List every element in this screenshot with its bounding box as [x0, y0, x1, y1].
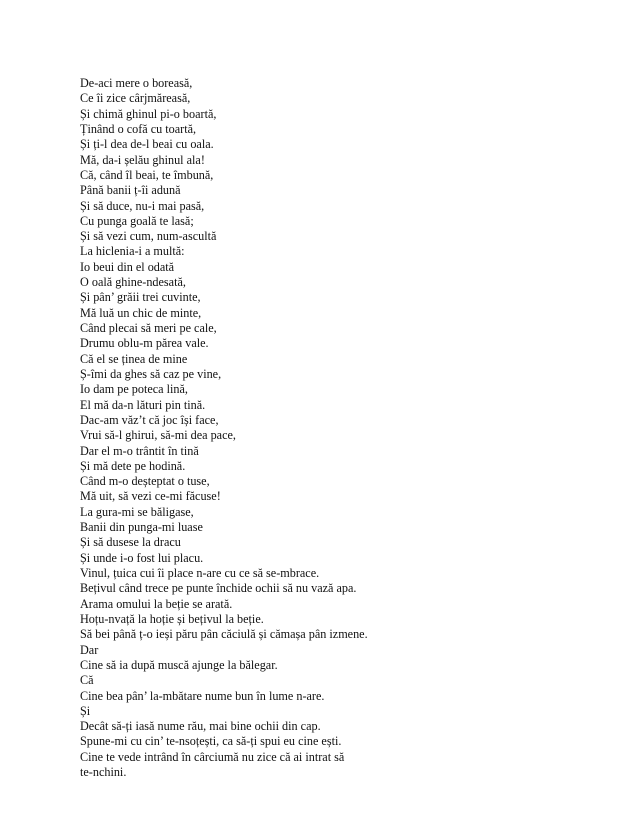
text-line: Mă uit, să vezi ce-mi făcuse!	[80, 489, 221, 504]
text-line: Cu punga goală te lasă;	[80, 213, 194, 228]
text-line: Decât să-ți iasă nume rău, mai bine ochii din cap.	[80, 719, 321, 734]
text-line: Și să dusese la dracu	[80, 535, 181, 550]
text-line: Mă luă un chic de minte,	[80, 305, 202, 320]
text-line: Ș-îmi da ghes să caz pe vine,	[80, 366, 222, 381]
text-line: El mă da-n lături pin tină.	[80, 397, 206, 412]
text-line: Ținând o cofă cu toartă,	[80, 121, 197, 136]
text-line: Că, când îl beai, te îmbună,	[80, 167, 214, 182]
text-line: Spune-mi cu cin’ te-nsoțești, ca să-ți spui eu cine ești.	[80, 734, 342, 749]
text-line: Și ți-l dea de-l beai cu oala.	[80, 137, 214, 152]
text-line: Când plecai să meri pe cale,	[80, 321, 217, 335]
text-line: Drumu oblu-m părea vale.	[80, 336, 209, 351]
text-line: La hiclenia-i a multă:	[80, 244, 185, 259]
text-line: Arama omului la beție se arată.	[80, 596, 233, 611]
text-line: Dac-am văz’t că joc își face,	[80, 412, 219, 427]
text-line: De-aci mere o boreasă,	[80, 76, 193, 90]
text-line: Io beui din el odată	[80, 259, 175, 274]
text-line: Vrui să-l ghirui, să-mi dea pace,	[80, 428, 236, 443]
text-line: Până banii ț-îi adună	[80, 183, 181, 198]
text-line: Și să vezi cum, num-ascultă	[80, 229, 217, 244]
text-line: Și mă dete pe hodină.	[80, 458, 186, 473]
text-line: Cine să ia după muscă ajunge la bălegar.	[80, 657, 278, 672]
text-line: Și unde i-o fost lui placu.	[80, 550, 204, 565]
text-line: Ce îi zice cârjmăreasă,	[80, 91, 191, 106]
text-line: te-nchini.	[80, 765, 127, 780]
text-line: Și pân’ grăii trei cuvinte,	[80, 290, 201, 305]
text-line: Cine te vede intrând în cârciumă nu zice că ai intrat să	[80, 749, 345, 764]
text-line: Și să duce, nu-i mai pasă,	[80, 198, 205, 213]
text-line: Să bei până ț-o ieși păru pân căciulă și cămașa pân izmene.	[80, 627, 368, 642]
text-line: O oală ghine-ndesată,	[80, 275, 186, 290]
text-line: Cine bea pân’ la-mbătare nume bun în lume n-are.	[80, 688, 325, 703]
text-line: Bețivul când trece pe punte închide ochii să nu vază apa.	[80, 581, 357, 596]
text-line: Mă, da-i șelău ghinul ala!	[80, 152, 205, 167]
text-line: Când m-o deșteptat o tuse,	[80, 474, 210, 489]
text-line: Dar	[80, 642, 99, 657]
poem-text-block	[80, 76, 560, 780]
text-line: Hoțu-nvață la hoție și bețivul la beție.	[80, 611, 264, 626]
text-line: Și	[80, 703, 91, 718]
text-line: La gura-mi se băligase,	[80, 504, 194, 519]
text-line: Vinul, țuica cui îi place n-are cu ce să se-mbrace.	[80, 566, 320, 580]
text-line: Și chimă ghinul pi-o boartă,	[80, 106, 217, 121]
text-line: Dar el m-o trântit în tină	[80, 443, 199, 458]
text-line: Banii din punga-mi luase	[80, 520, 203, 535]
text-line: Io dam pe poteca lină,	[80, 382, 188, 397]
text-line: Că	[80, 673, 94, 688]
text-line: Că el se ținea de mine	[80, 351, 188, 366]
